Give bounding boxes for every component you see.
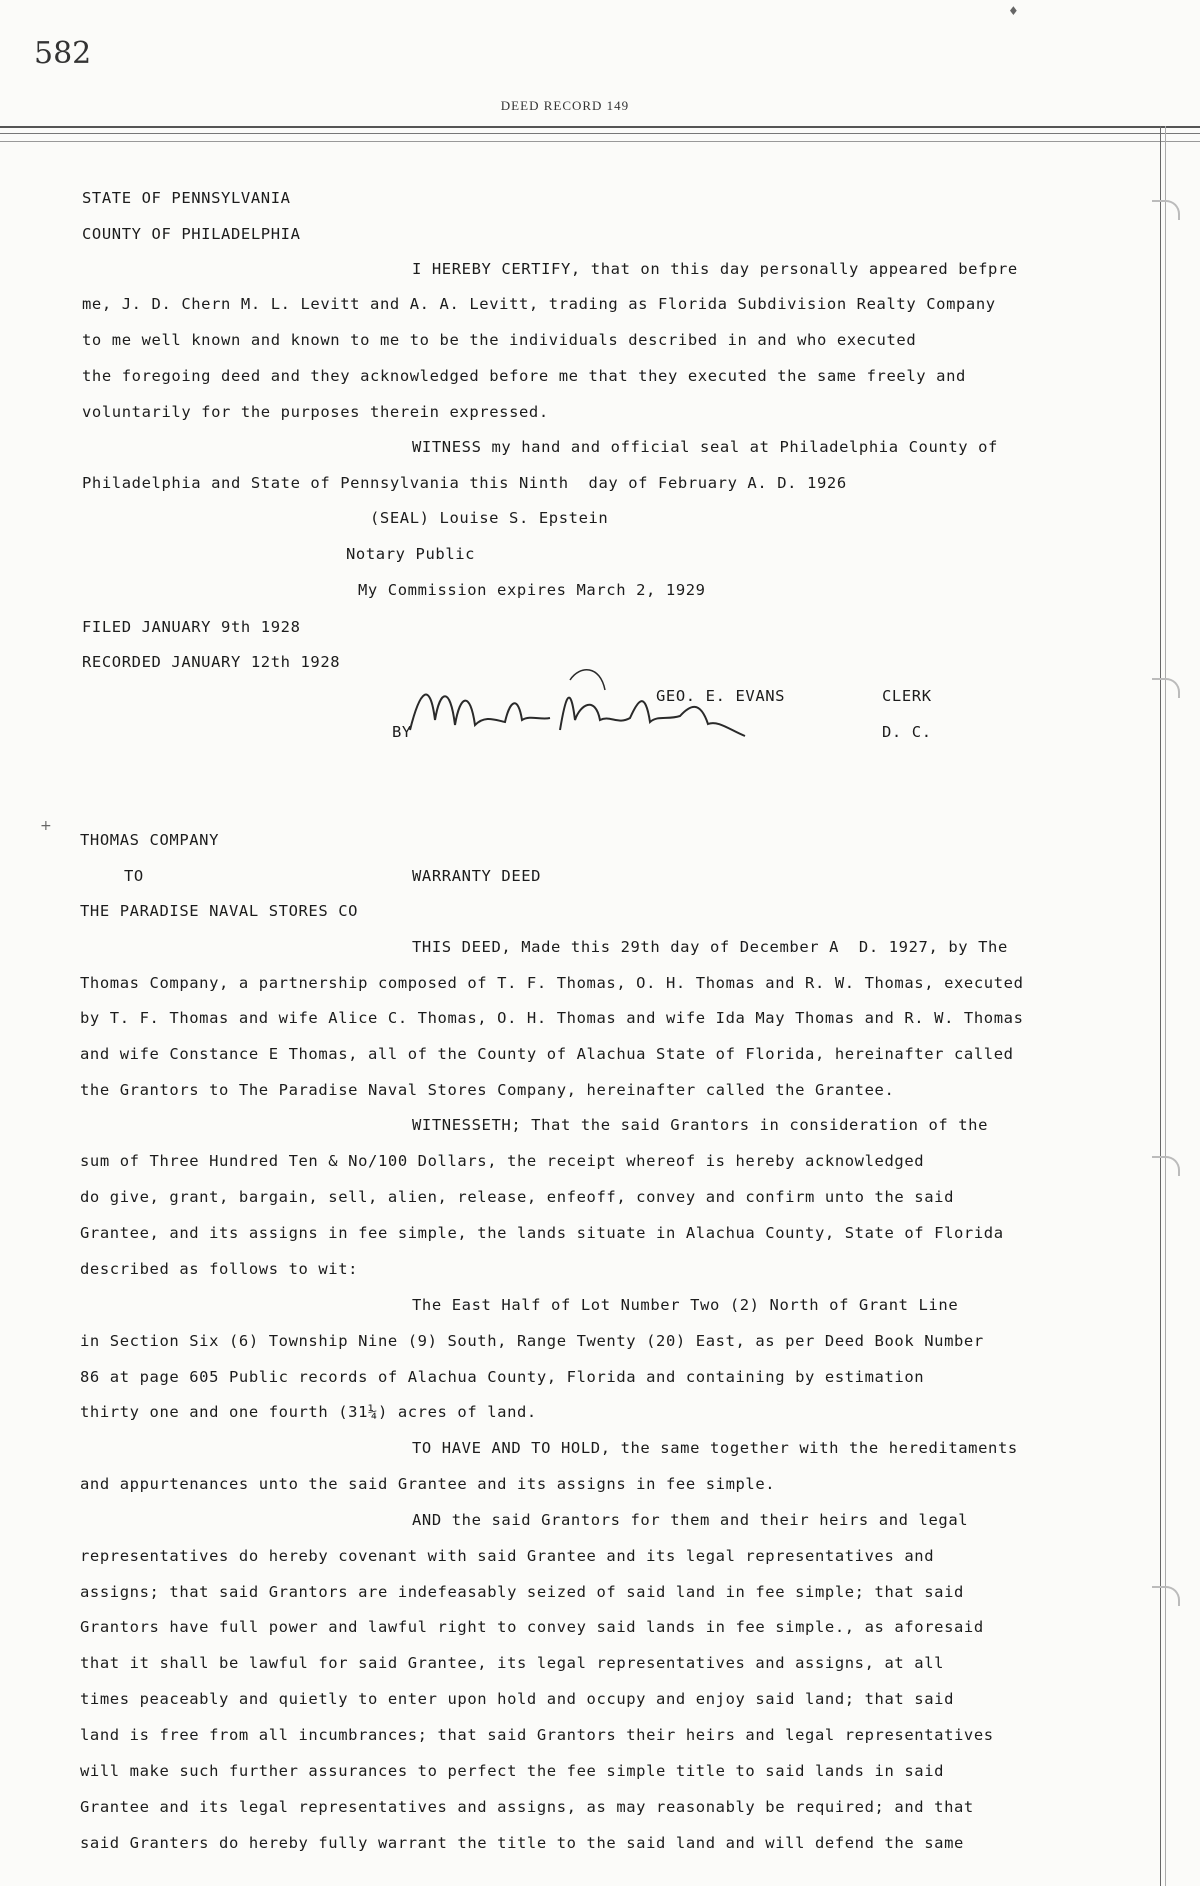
certificate-line: WITNESS my hand and official seal at Philadelphia County of	[412, 438, 998, 456]
stray-mark: +	[40, 818, 52, 834]
binder-tab	[1152, 678, 1180, 698]
margin-rule	[1160, 126, 1161, 1886]
deed-line: The East Half of Lot Number Two (2) North of Grant Line	[412, 1296, 959, 1314]
certificate-line: the foregoing deed and they acknowledged before me that they executed the same freely and	[82, 367, 966, 385]
certificate-line: me, J. D. Chern M. L. Levitt and A. A. Levitt, trading as Florida Subdivision Realty Company	[82, 295, 996, 313]
to-label: TO	[124, 867, 144, 885]
header-rule	[0, 133, 1200, 134]
deed-line: sum of Three Hundred Ten & No/100 Dollars, the receipt whereof is hereby acknowledged	[80, 1152, 925, 1170]
deed-line: said Granters do hereby fully warrant the title to the said land and will defend the same	[80, 1834, 964, 1852]
deed-line: Grantee, and its assigns in fee simple, the lands situate in Alachua County, State of Florida	[80, 1224, 1004, 1242]
notary-seal: (SEAL) Louise S. Epstein	[370, 509, 609, 527]
deed-line: the Grantors to The Paradise Naval Stores Company, hereinafter called the Grantee.	[80, 1081, 895, 1099]
deed-line: will make such further assurances to perfect the fee simple title to said lands in said	[80, 1762, 945, 1780]
certificate-line: to me well known and known to me to be the individuals described in and who executed	[82, 331, 917, 349]
filed-date: FILED JANUARY 9th 1928	[82, 618, 301, 636]
deed-line: Thomas Company, a partnership composed of T. F. Thomas, O. H. Thomas and R. W. Thomas, executed	[80, 974, 1024, 992]
certificate-line: I HEREBY CERTIFY, that on this day personally appeared befpre	[412, 260, 1018, 278]
page-header: DEED RECORD 149	[500, 98, 630, 113]
binder-tab	[1152, 1586, 1180, 1606]
deed-type: WARRANTY DEED	[412, 867, 542, 885]
deed-line: Grantors have full power and lawful right to convey said lands in fee simple., as aforesaid	[80, 1618, 984, 1636]
deed-line: in Section Six (6) Township Nine (9) South, Range Twenty (20) East, as per Deed Book Number	[80, 1332, 984, 1350]
page-number: 582	[34, 36, 92, 71]
deed-line: do give, grant, bargain, sell, alien, release, enfeoff, convey and confirm unto the said	[80, 1188, 954, 1206]
certificate-line: voluntarily for the purposes therein expressed.	[82, 403, 549, 421]
deed-line: and wife Constance E Thomas, all of the County of Alachua State of Florida, hereinafter called	[80, 1045, 1014, 1063]
header-rule	[0, 141, 1200, 142]
notary-title: Notary Public	[346, 545, 476, 563]
certificate-county: COUNTY OF PHILADELPHIA	[82, 225, 301, 243]
deed-line: AND the said Grantors for them and their heirs and legal	[412, 1511, 969, 1529]
deed-line: 86 at page 605 Public records of Alachua County, Florida and containing by estimation	[80, 1368, 925, 1386]
deed-line: and appurtenances unto the said Grantee and its assigns in fee simple.	[80, 1475, 776, 1493]
deputy-clerk: D. C.	[882, 723, 932, 741]
grantor-name: THOMAS COMPANY	[80, 831, 220, 849]
header-rule	[0, 126, 1200, 128]
certificate-state: STATE OF PENNSYLVANIA	[82, 189, 291, 207]
deed-line: TO HAVE AND TO HOLD, the same together with the hereditaments	[412, 1439, 1018, 1457]
deed-line: times peaceably and quietly to enter upon hold and occupy and enjoy said land; that said	[80, 1690, 954, 1708]
commission-expiry: My Commission expires March 2, 1929	[358, 581, 706, 599]
deed-line: thirty one and one fourth (31¼) acres of land.	[80, 1403, 537, 1421]
deed-line: representatives do hereby covenant with said Grantee and its legal representatives and	[80, 1547, 935, 1565]
stray-mark: ♦	[1008, 4, 1019, 18]
deed-line: land is free from all incumbrances; that said Grantors their heirs and legal representatives	[80, 1726, 994, 1744]
deed-line: WITNESSETH; That the said Grantors in consideration of the	[412, 1116, 989, 1134]
handwritten-signature	[400, 660, 760, 770]
deed-line: Grantee and its legal representatives and assigns, as may reasonably be required; and that	[80, 1798, 974, 1816]
grantee-name: THE PARADISE NAVAL STORES CO	[80, 902, 359, 920]
certificate-line: Philadelphia and State of Pennsylvania this Ninth day of February A. D. 1926	[82, 474, 847, 492]
deed-line: assigns; that said Grantors are indefeasably seized of said land in fee simple; that said	[80, 1583, 964, 1601]
clerk-name: GEO. E. EVANS	[656, 687, 786, 705]
deed-line: described as follows to wit:	[80, 1260, 359, 1278]
clerk-title: CLERK	[882, 687, 932, 705]
binder-tab	[1152, 1156, 1180, 1176]
deed-line: by T. F. Thomas and wife Alice C. Thomas, O. H. Thomas and wife Ida May Thomas and R. W. Thomas	[80, 1009, 1024, 1027]
recorded-date: RECORDED JANUARY 12th 1928	[82, 653, 341, 671]
margin-rule	[1165, 126, 1166, 1886]
by-label: BY	[392, 723, 412, 741]
binder-tab	[1152, 200, 1180, 220]
deed-line: that it shall be lawful for said Grantee, its legal representatives and assigns, at all	[80, 1654, 945, 1672]
deed-line: THIS DEED, Made this 29th day of December A D. 1927, by The	[412, 938, 1008, 956]
